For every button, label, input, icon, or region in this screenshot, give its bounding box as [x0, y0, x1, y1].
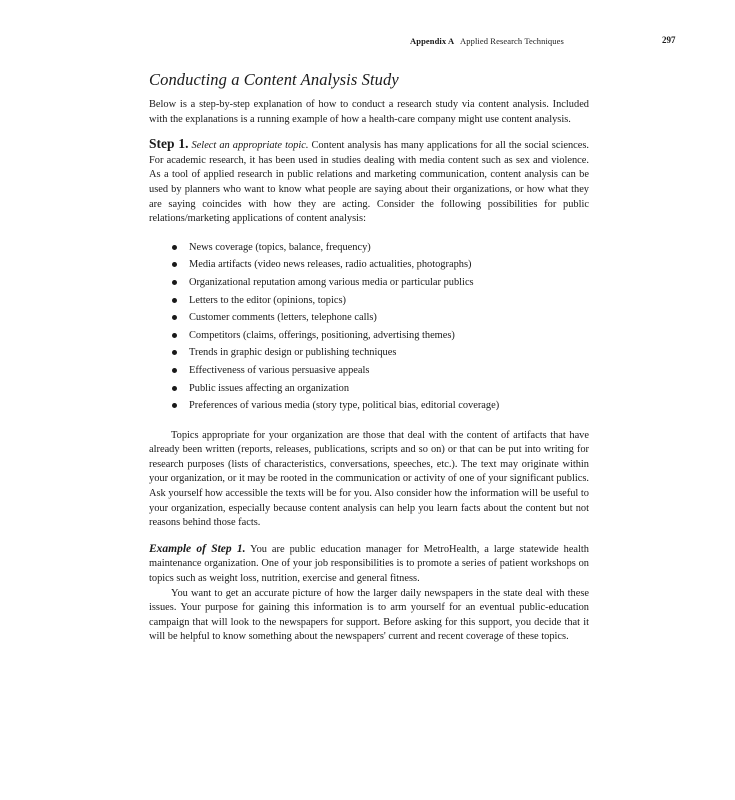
list-item: Letters to the editor (opinions, topics)	[172, 292, 589, 310]
running-head-title: Applied Research Techniques	[460, 36, 564, 46]
section-title: Conducting a Content Analysis Study	[149, 70, 399, 89]
page-number: 297	[662, 35, 676, 45]
intro-paragraph: Below is a step-by-step explanation of how to conduct a research study via content analysis. Included with the explanations is a running example of how a health-care company might use content analysis.	[149, 99, 589, 125]
applications-list	[149, 239, 589, 415]
list-item: Effectiveness of various persuasive appeals	[172, 362, 589, 380]
page-content	[149, 70, 589, 645]
list-item: Organizational reputation among various media or particular publics	[172, 274, 589, 292]
running-head-label: Appendix A	[410, 36, 455, 46]
example-1-heading: Example of Step 1.	[149, 542, 246, 555]
list-item: Competitors (claims, offerings, positioning, advertising themes)	[172, 327, 589, 345]
topics-paragraph: Topics appropriate for your organization are those that deal with the content of artifacts that have already been written (reports, releases, publications, scripts and so on) or that can be put into writing for research purposes (lists of characteristics, conversations, speeches, etc.). The text may originate within your organization, or it may be rooted in the communication or activity of one of your significant publics. Ask yourself how accessible the texts will be for you. Also consider how the information will be useful to your organization, especially because content analysis can help you learn facts about the content but not reasons behind those facts.	[149, 429, 589, 529]
example-1-paragraph	[149, 542, 589, 587]
step-1-paragraph	[149, 137, 589, 227]
list-item: Customer comments (letters, telephone calls)	[172, 309, 589, 327]
running-head	[410, 36, 564, 46]
list-item: Media artifacts (video news releases, radio actualities, photographs)	[172, 256, 589, 274]
list-item: News coverage (topics, balance, frequency)	[172, 239, 589, 257]
list-item: Public issues affecting an organization	[172, 380, 589, 398]
step-1-body: Content analysis has many applications for all the social sciences. For academic research, it has been used in studies dealing with media content such as sex and violence. As a tool of applied research in public relations and marketing communication, content analysis can be used by planners who want to know what people are saying about their organizations, or how what they are saying coincides with how they are acting. Consider the following possibilities for public relations/marketing applications of content analysis:	[149, 140, 590, 225]
example-1-body: You are public education manager for MetroHealth, a large statewide health maintenance organization. One of your job responsibilities is to promote a series of patient workshops on topics such as weight loss, nutrition, exercise and general fitness.	[149, 543, 589, 585]
step-1-subheading: Select an appropriate topic.	[191, 140, 309, 152]
list-item: Preferences of various media (story type, political bias, editorial coverage)	[172, 397, 589, 415]
step-1-heading: Step 1.	[149, 136, 189, 152]
example-1-paragraph-2: You want to get an accurate picture of how the larger daily newspapers in the state deal with these issues. Your purpose for gaining this information is to arm yourself for an eventual public-education campaign that will look to the newspapers for support. Before asking for this support, you decide that it will be helpful to know something about the newspapers' current and recent coverage of these topics.	[149, 587, 589, 643]
list-item: Trends in graphic design or publishing techniques	[172, 344, 589, 362]
